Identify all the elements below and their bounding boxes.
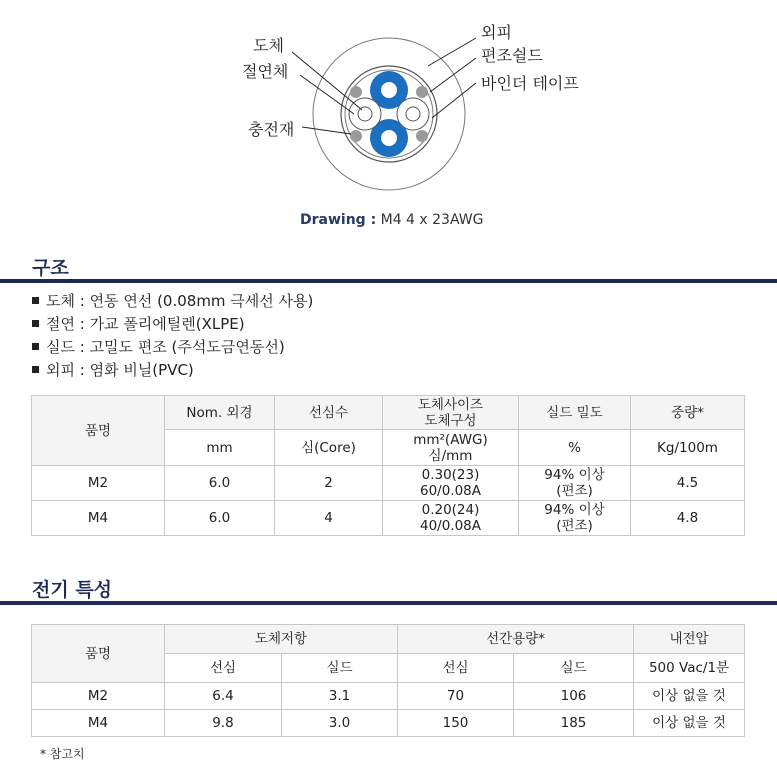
table-cell: 106 (514, 683, 634, 710)
callout-binder-tape: 바인더 테이프 (481, 74, 579, 93)
subheader-cell: 실드 (514, 654, 634, 683)
leader-line-binder (432, 83, 476, 118)
structure-section-rule (0, 279, 777, 283)
callout-conductor: 도체 (253, 36, 284, 55)
table-row (32, 466, 745, 501)
filler (350, 86, 362, 98)
table-cell: 2 (275, 466, 383, 501)
callout-filler: 충전재 (248, 120, 295, 139)
leader-line-conductor (292, 52, 362, 110)
unit-cell: mm²(AWG) 심/mm (383, 430, 519, 466)
filler (416, 86, 428, 98)
table-row (32, 501, 745, 536)
table-row (32, 710, 745, 737)
table-cell: 이상 없을 것 (634, 710, 745, 737)
bullet-item: 실드 : 고밀도 편조 (주석도금연동선) (32, 336, 313, 359)
product-name-cell: M4 (32, 710, 165, 737)
callout-braid-shield: 편조쉴드 (481, 46, 543, 65)
table-cell: 6.0 (165, 466, 275, 501)
table-cell: 3.1 (282, 683, 398, 710)
table-header-row (32, 396, 745, 430)
subheader-cell: 선심 (165, 654, 282, 683)
core-bottom-conductor (381, 130, 397, 146)
table-cell: 185 (514, 710, 634, 737)
unit-cell: mm (165, 430, 275, 466)
filler (416, 130, 428, 142)
electrical-section-rule (0, 601, 777, 605)
core-right-insulation (397, 98, 429, 130)
product-name-cell: M2 (32, 466, 165, 501)
structure-bullet-list (32, 290, 313, 382)
table-cell: 이상 없을 것 (634, 683, 745, 710)
bullet-icon (32, 320, 39, 327)
product-header: 품명 (32, 625, 165, 683)
electrical-section-title: 전기 특성 (32, 579, 113, 601)
table-cell: 4.8 (631, 501, 745, 536)
unit-cell: 심(Core) (275, 430, 383, 466)
unit-cell: Kg/100m (631, 430, 745, 466)
table-cell: 4.5 (631, 466, 745, 501)
table-cell: 94% 이상 (편조) (519, 466, 631, 501)
electrical-spec-table (31, 624, 745, 737)
core-top-conductor (381, 82, 397, 98)
table-row (32, 683, 745, 710)
bullet-icon (32, 297, 39, 304)
subheader-cell: 500 Vac/1분 (634, 654, 745, 683)
group-header-cell: 도체저항 (165, 625, 398, 654)
footnote: * 참고치 (40, 747, 85, 761)
leader-line-jacket (428, 38, 476, 66)
table-cell: 150 (398, 710, 514, 737)
drawing-caption-value: M4 4 x 23AWG (376, 212, 484, 228)
header-cell: 중량* (631, 396, 745, 430)
unit-cell: % (519, 430, 631, 466)
bullet-icon (32, 366, 39, 373)
subheader-cell: 선심 (398, 654, 514, 683)
leader-line-braid (430, 58, 476, 92)
bullet-item: 도체 : 연동 연선 (0.08mm 극세선 사용) (32, 290, 313, 313)
group-header-cell: 선간용량* (398, 625, 634, 654)
product-header: 품명 (32, 396, 165, 466)
group-header-cell: 내전압 (634, 625, 745, 654)
table-cell: 3.0 (282, 710, 398, 737)
bullet-item: 외피 : 염화 비닐(PVC) (32, 359, 313, 382)
subheader-cell: 실드 (282, 654, 398, 683)
table-cell: 0.30(23) 60/0.08A (383, 466, 519, 501)
table-cell: 9.8 (165, 710, 282, 737)
table-cell: 0.20(24) 40/0.08A (383, 501, 519, 536)
product-name-cell: M4 (32, 501, 165, 536)
structure-section-title: 구조 (32, 257, 69, 279)
header-cell: 도체사이즈 도체구성 (383, 396, 519, 430)
header-cell: 실드 밀도 (519, 396, 631, 430)
filler (350, 130, 362, 142)
callout-jacket: 외피 (481, 23, 512, 42)
jacket-circle (313, 38, 465, 190)
callout-insulation: 절연체 (242, 62, 289, 81)
table-cell: 6.4 (165, 683, 282, 710)
structure-spec-table (31, 395, 745, 536)
header-cell: Nom. 외경 (165, 396, 275, 430)
bullet-item: 절연 : 가교 폴리에틸렌(XLPE) (32, 313, 313, 336)
cable-cross-section-drawing (230, 20, 630, 200)
header-cell: 선심수 (275, 396, 383, 430)
drawing-caption (300, 212, 483, 228)
table-cell: 94% 이상 (편조) (519, 501, 631, 536)
table-header-row (32, 625, 745, 654)
table-cell: 4 (275, 501, 383, 536)
table-cell: 70 (398, 683, 514, 710)
bullet-icon (32, 343, 39, 350)
drawing-caption-label: Drawing : (300, 212, 377, 228)
table-cell: 6.0 (165, 501, 275, 536)
product-name-cell: M2 (32, 683, 165, 710)
